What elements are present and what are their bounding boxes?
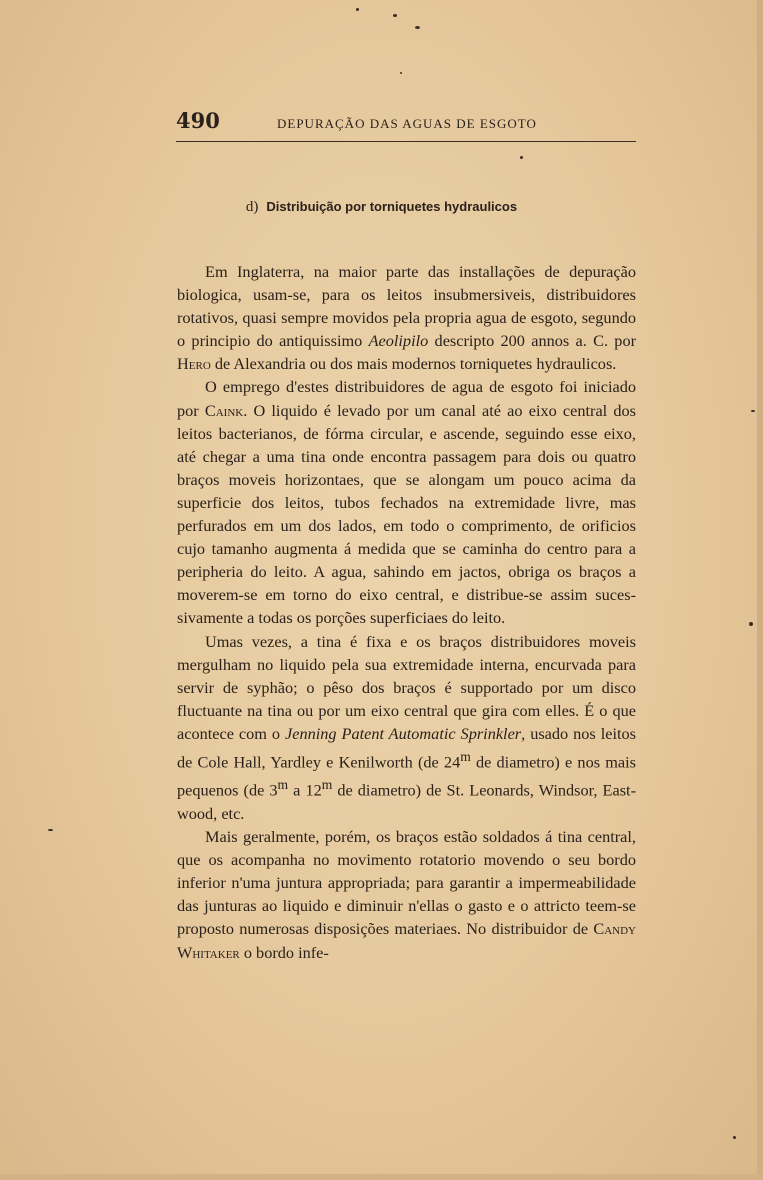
text-run: O emprego d'estes distribuidores de agua de esgoto foi iniciado por: [177, 377, 636, 420]
text-run: a 12: [288, 780, 322, 800]
paragraph: [177, 630, 636, 826]
page-edge-bottom: [0, 1174, 763, 1180]
paper-speck: [520, 156, 523, 159]
italic-term: Jenning Patent Automatic Sprinkler: [285, 723, 522, 743]
text-run: . O liquido é levado por um canal até ao eixo central dos leitos bacterianos, de fórma circular, e ascende, seguindo esse eixo, até chegar a uma tina onde encontra passagem para dois ou quatro braços moveis horizontaes, que se alongam um pouco acima da superficie dos leitos, tubos fechados na extremidade livre, mas perfurados em um dos lados, em todo o comprimento, de orificios cujo tamanho augmenta á medida que se caminha do centro para a peripheria do leito. A agua, sahindo em jactos, obriga os braços a moverem-se em torno do eixo central, e distribue-se assim sucessivamente a todas os porções superficiaes do leito.: [177, 400, 636, 628]
unit-superscript: m: [321, 777, 333, 793]
paper-speck: [393, 14, 397, 17]
text-run: o bordo infe-: [239, 942, 329, 962]
text-run: de diametro) de St. Leonards, Windsor, East-wood, etc.: [177, 780, 637, 823]
section-letter: d): [245, 199, 259, 215]
page-header: [176, 108, 636, 136]
section-title: Distribuição por torniquetes hydraulicos: [266, 199, 518, 214]
text-run: Umas vezes, a tina é fixa e os braços distribuidores moveis mergulham no liquido pela sua extremidade interna, encurvada para servir de syphão; o pêso dos braços é supportado por um disco fluctuante na tina ou por um eixo central que gira com elles. É o que acontece com o: [177, 631, 636, 743]
paper-speck: [356, 8, 359, 11]
page-edge-right: [757, 0, 763, 1180]
author-name: Caink: [204, 400, 244, 420]
paragraph: [177, 375, 636, 629]
author-name: Candy Whitaker: [177, 919, 636, 962]
unit-superscript: m: [277, 777, 289, 793]
body-text: [177, 260, 636, 964]
text-run: de Alexandria ou dos mais modernos torniquetes hydraulicos.: [210, 354, 617, 374]
paper-speck: [749, 622, 753, 626]
text-run: Em Inglaterra, na maior parte das installações de depuração biologica, usam-se, para os leitos insubmersiveis, distribuidores rotativos, quasi sempre movidos pela propria agua de esgoto, segundo o principio do antiquissimo: [177, 262, 636, 351]
section-heading: [0, 199, 763, 216]
paragraph: [177, 260, 636, 375]
paper-speck: [48, 829, 53, 831]
unit-superscript: m: [460, 748, 471, 764]
running-title: DEPURAÇÃO DAS AGUAS DE ESGOTO: [277, 116, 537, 131]
page-number: 490: [176, 108, 220, 133]
text-run: , usado nos leitos de Cole Hall, Yardley e Kenilworth (de 24: [177, 723, 636, 772]
text-run: descripto 200 annos a. C. por: [428, 331, 637, 351]
paper-speck: [733, 1136, 736, 1139]
header-rule: [176, 141, 636, 142]
paper-speck: [415, 26, 420, 29]
author-name: Hero: [177, 354, 211, 374]
paper-speck: [400, 72, 402, 74]
text-run: Mais geralmente, porém, os braços estão soldados á tina central, que os acompanha no movimento rotatorio movendo o seu bordo inferior n'uma juntura appropriada; para garantir a impermeabilidade das junturas ao liquido e diminuir n'ellas o gasto e o attricto teem-se proposto numerosas disposições materiaes. No distribuidor de: [177, 827, 636, 939]
paragraph: [177, 825, 636, 964]
italic-term: Aeolipilo: [368, 331, 429, 351]
paper-speck: [751, 410, 755, 412]
text-run: de diametro) e nos mais pequenos (de 3: [177, 752, 636, 800]
